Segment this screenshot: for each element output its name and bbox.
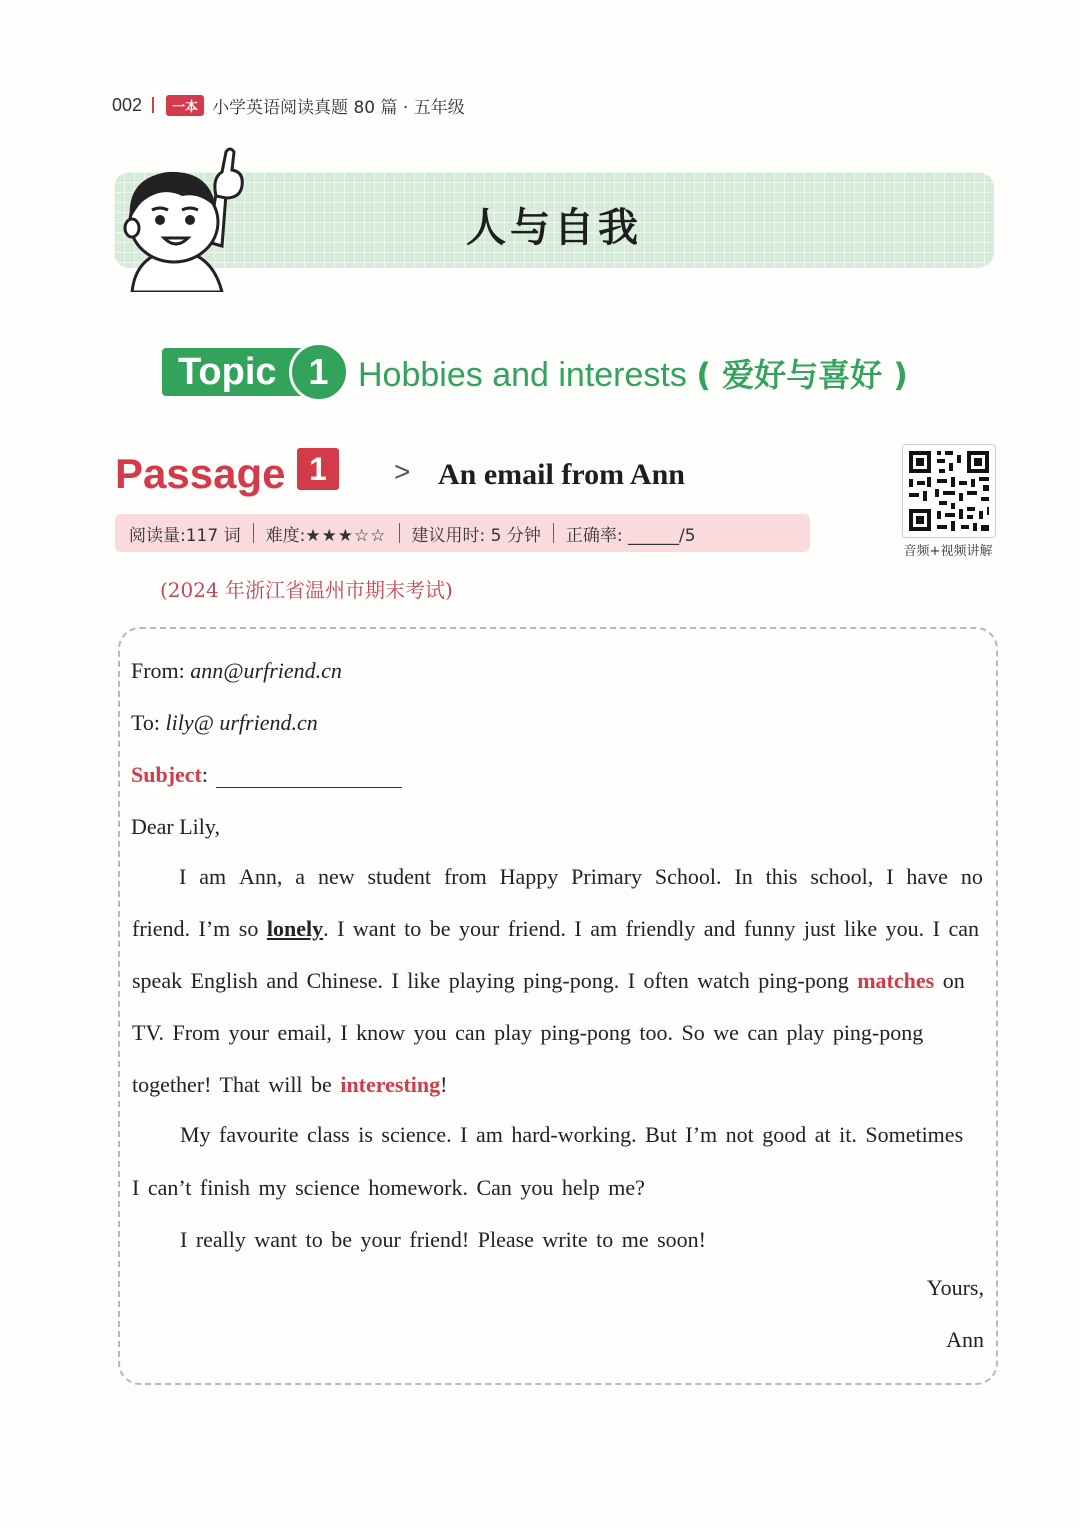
subject-label: Subject <box>131 762 202 787</box>
paragraph-1-line-5 <box>132 1072 447 1098</box>
text-segment: on <box>942 968 965 993</box>
text-segment: ! <box>440 1072 448 1097</box>
email-subject <box>131 762 402 788</box>
section-title: 人与自我 <box>466 205 642 251</box>
topic-title-chinese: ( 爱好与喜好 ) <box>696 356 908 394</box>
qr-caption: 音频+视频讲解 <box>903 544 993 559</box>
paragraph-1-line-1: I am Ann, a new student from Happy Primary School. In this school, I have no <box>179 864 983 889</box>
reading-info-bar <box>115 514 810 552</box>
topic-label: Topic <box>162 348 317 396</box>
vocab-word-matches: matches <box>857 968 935 993</box>
header-divider <box>152 97 154 113</box>
email-to <box>131 710 318 736</box>
topic-title <box>358 350 908 396</box>
to-address: lily@ urfriend.cn <box>165 710 318 735</box>
topic-number: 1 <box>289 342 349 402</box>
paragraph-1-line-2 <box>132 916 979 942</box>
suggested-time: 建议用时: 5 分钟 <box>411 525 541 546</box>
to-label: To: <box>131 710 161 735</box>
topic-badge <box>162 346 349 398</box>
text-segment: together! That will be <box>132 1072 332 1097</box>
page-number: 002 <box>112 94 143 115</box>
email-closing: Yours, <box>926 1275 984 1300</box>
boy-mascot-illustration <box>112 142 252 292</box>
text-segment: speak English and Chinese. I like playing ping-pong. I often watch ping-pong <box>132 968 849 993</box>
subject-colon: : <box>201 762 209 787</box>
paragraph-3-line-1: I really want to be your friend! Please write to me soon! <box>180 1227 707 1252</box>
qr-code-icon[interactable] <box>902 444 996 538</box>
from-label: From: <box>131 658 185 683</box>
text-segment: friend. I’m so <box>132 916 259 941</box>
brand-logo: 一本 <box>166 95 204 116</box>
email-box <box>118 627 998 1385</box>
running-header <box>112 92 465 118</box>
paragraph-1-line-4: TV. From your email, I know you can play ping-pong too. So we can play ping-pong <box>132 1020 924 1045</box>
passage-number: 1 <box>297 448 339 490</box>
paragraph-2-line-2: I can’t finish my science homework. Can you help me? <box>132 1175 645 1200</box>
chevron-right-icon: > <box>394 456 411 487</box>
star-rating-icon: ★★★☆☆ <box>305 525 387 546</box>
subject-answer-blank[interactable] <box>216 767 402 788</box>
passage-label: Passage <box>115 450 286 497</box>
email-signature: Ann <box>946 1327 984 1352</box>
text-segment: . I want to be your friend. I am friendly and funny just like you. I can <box>323 916 979 941</box>
email-greeting: Dear Lily, <box>131 814 220 839</box>
email-from <box>131 658 342 684</box>
passage-title: An email from Ann <box>438 458 685 491</box>
word-count: 阅读量:117 词 <box>129 525 241 546</box>
difficulty-label: 难度: <box>265 525 306 546</box>
topic-title-english: Hobbies and interests <box>358 356 687 394</box>
vocab-word-lonely: lonely <box>266 916 324 941</box>
difficulty <box>254 521 399 546</box>
paragraph-2-line-1: My favourite class is science. I am hard-working. But I’m not good at it. Sometimes <box>180 1122 964 1147</box>
exam-source: (2024 年浙江省温州市期末考试) <box>160 578 453 602</box>
accuracy-rate: 正确率: ______/5 <box>565 525 696 546</box>
vocab-word-interesting: interesting <box>340 1072 441 1097</box>
paragraph-1-line-3 <box>132 968 965 994</box>
book-title: 小学英语阅读真题 80 篇 · 五年级 <box>212 97 465 118</box>
from-address: ann@urfriend.cn <box>190 658 342 683</box>
